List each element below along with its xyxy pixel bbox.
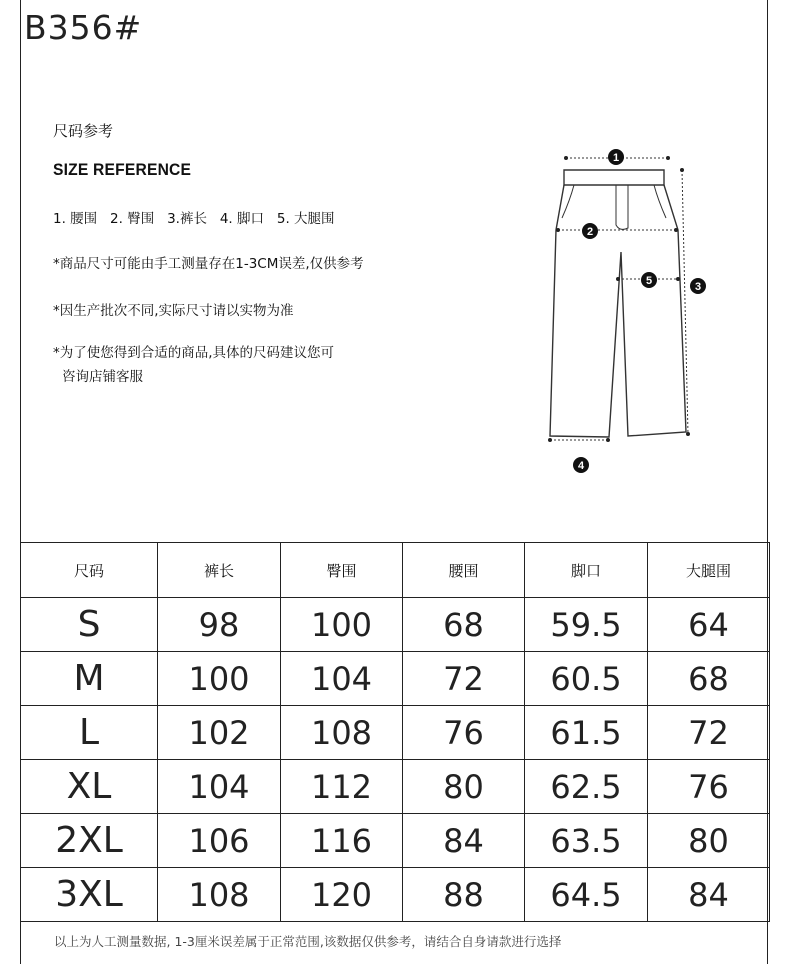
note-contact-service-line1: *为了使您得到合适的商品,具体的尺码建议您可 <box>53 345 335 361</box>
cell-hip: 104 <box>281 652 403 706</box>
cell-hem: 63.5 <box>525 814 648 868</box>
cell-hem: 61.5 <box>525 706 648 760</box>
cell-hip: 116 <box>281 814 403 868</box>
svg-text:4: 4 <box>577 460 585 472</box>
product-code: B356# <box>24 8 143 47</box>
cell-waist: 76 <box>403 706 525 760</box>
cell-size: 2XL <box>21 814 158 868</box>
table-row <box>21 814 770 868</box>
svg-text:3: 3 <box>694 281 702 293</box>
size-reference-title-cn: 尺码参考 <box>53 122 114 140</box>
note-contact-service-line2: 咨询店铺客服 <box>62 369 143 385</box>
cell-length: 106 <box>158 814 281 868</box>
pants-outline <box>550 170 686 437</box>
marker-2 <box>582 223 598 239</box>
cell-thigh: 76 <box>648 760 770 814</box>
cell-size: XL <box>21 760 158 814</box>
cell-waist: 84 <box>403 814 525 868</box>
svg-text:5: 5 <box>645 275 653 287</box>
cell-size: L <box>21 706 158 760</box>
cell-length: 108 <box>158 868 281 922</box>
cell-hip: 112 <box>281 760 403 814</box>
header-size: 尺码 <box>21 543 158 598</box>
header-waist: 腰围 <box>403 543 525 598</box>
table-row <box>21 760 770 814</box>
note-measurement-error: *商品尺寸可能由手工测量存在1-3CM误差,仅供参考 <box>53 256 364 272</box>
cell-length: 98 <box>158 598 281 652</box>
cell-waist: 88 <box>403 868 525 922</box>
cell-waist: 72 <box>403 652 525 706</box>
size-table <box>20 542 770 922</box>
measurement-legend: 1. 腰围 2. 臀围 3.裤长 4. 脚口 5. 大腿围 <box>53 211 335 227</box>
cell-waist: 80 <box>403 760 525 814</box>
cell-hem: 60.5 <box>525 652 648 706</box>
cell-length: 104 <box>158 760 281 814</box>
cell-size: 3XL <box>21 868 158 922</box>
footer-disclaimer: 以上为人工测量数据, 1-3厘米误差属于正常范围,该数据仅供参考，请结合自身请款进行选择 <box>54 934 562 949</box>
svg-text:1: 1 <box>612 152 620 164</box>
marker-5 <box>641 272 657 288</box>
svg-text:2: 2 <box>586 226 594 238</box>
cell-thigh: 68 <box>648 652 770 706</box>
note-contact-service <box>53 341 433 389</box>
cell-hem: 64.5 <box>525 868 648 922</box>
note-batch-difference: *因生产批次不同,实际尺寸请以实物为准 <box>53 303 294 319</box>
cell-hip: 120 <box>281 868 403 922</box>
cell-hem: 62.5 <box>525 760 648 814</box>
cell-waist: 68 <box>403 598 525 652</box>
header-length: 裤长 <box>158 543 281 598</box>
cell-thigh: 64 <box>648 598 770 652</box>
measure-lines <box>550 158 688 440</box>
marker-3 <box>690 278 706 294</box>
table-row <box>21 598 770 652</box>
table-row <box>21 652 770 706</box>
cell-size: M <box>21 652 158 706</box>
marker-1 <box>608 149 624 165</box>
cell-size: S <box>21 598 158 652</box>
table-row <box>21 868 770 922</box>
cell-thigh: 80 <box>648 814 770 868</box>
cell-length: 102 <box>158 706 281 760</box>
header-hem: 脚口 <box>525 543 648 598</box>
cell-thigh: 72 <box>648 706 770 760</box>
cell-length: 100 <box>158 652 281 706</box>
pants-measurement-diagram <box>530 140 730 480</box>
cell-hip: 100 <box>281 598 403 652</box>
marker-4 <box>573 457 589 473</box>
header-hip: 臀围 <box>281 543 403 598</box>
cell-thigh: 84 <box>648 868 770 922</box>
table-header-row <box>21 543 770 598</box>
cell-hem: 59.5 <box>525 598 648 652</box>
table-row <box>21 706 770 760</box>
size-reference-title-en: SIZE REFERENCE <box>53 160 192 179</box>
header-thigh: 大腿围 <box>648 543 770 598</box>
cell-hip: 108 <box>281 706 403 760</box>
